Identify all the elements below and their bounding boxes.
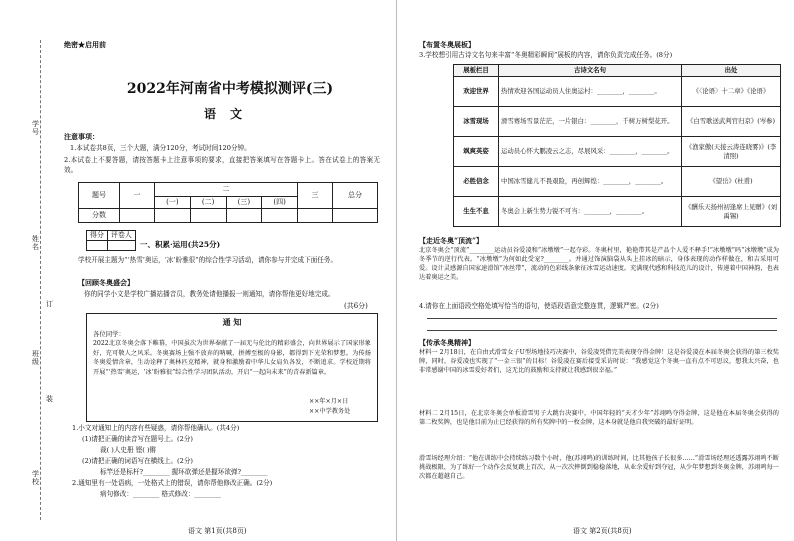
table-cell: 《望岳》(杜甫): [682, 167, 781, 197]
notice-signer: ××中学教务处: [309, 408, 351, 415]
task2-desc: 3.学校想引用古诗文名句来丰富“冬奥精彩瞬间”展板的内容，请你负责完成任务。(8分): [419, 51, 673, 59]
task4-title: 【传承冬奥精神】: [419, 338, 475, 347]
question-1: 1.小文对通知上的内容有些疑惑，请你帮他确认。(共4分): [72, 424, 240, 432]
margin-label-class: 班级: [31, 350, 40, 366]
notice-box: [86, 313, 378, 422]
couplet-table: [453, 64, 781, 227]
table-row: [454, 167, 781, 197]
notes-title: 注意事项：: [64, 132, 99, 141]
confidential-label: 绝密★启用前: [64, 40, 106, 49]
scorer-box: [86, 230, 136, 251]
note-1: 1.本试卷共8页，三个大题，满分120分，考试时间120分钟。: [70, 144, 251, 152]
table-row: [454, 197, 781, 227]
material-2: 材料二 2月15日，在北京冬奥会单板滑雪男子大跳台决赛中，中国年轻的“天才少年”苏翊鸣夺得金牌，这是他在本届冬奥会获得的第二枚奖牌，也是他目前为止已经获得的所有奖牌中的一枚金牌，这本身就是他自我突破的最好证明。: [419, 410, 779, 426]
table-row: [454, 107, 781, 137]
task1-desc: 你的同学小文是学校广播站播音员，教务处请他播报一则通知，请你帮他更好地完成。: [84, 290, 335, 298]
table-row: [454, 77, 781, 107]
exam-title: 2022年河南省中考模拟测评(三): [126, 81, 334, 97]
question-2-blank: 病句修改：________ 格式修改：________: [100, 490, 221, 498]
question-4: 4.请你在上面语段空格处填写恰当的语句，使语段语意完整连贯，逻辑严密。(2分): [419, 302, 659, 310]
table-head-col: 展板栏目: [454, 65, 499, 77]
score-sub-2: (二): [190, 197, 226, 209]
margin-label-bind: 订: [45, 300, 54, 308]
answer-line-1[interactable]: [427, 318, 777, 319]
task2-title: 【布置冬奥展板】: [419, 40, 475, 49]
table-cell: 欢迎世界: [454, 77, 499, 107]
score-row-label: 分数: [79, 209, 120, 223]
scorer-grader: 评卷人: [107, 231, 135, 241]
subject-title: 语文: [203, 107, 256, 121]
material-1: 材料一 2月18日，在自由式滑雪女子U型场地技巧决赛中，谷爱凌凭借完美表现夺得金牌！这是谷爱凌在本届冬奥会获得的第三枚奖牌，同时，谷爱凌也实现了“一金三银”的目标！谷爱凌在赛后接受采访时说：“我感觉这个冬奥一直有点不可思议，想我太兴奋，也非常感谢中国的冰雪爱好者们，这无比的鼓励和支持就让我感到很幸福。”: [419, 349, 779, 374]
notice-greeting: 各位同学：: [93, 330, 125, 338]
margin-label-bind2: 装: [45, 395, 54, 403]
table-cell: 运动员心怀大鹏凌云之志，尽展风采：________，________。: [499, 137, 682, 167]
question-2: 2.通知里有一处语病，一处格式上的错误，请你帮他修改正确。(2分): [72, 479, 273, 487]
table-cell: 必胜信念: [454, 167, 499, 197]
score-sub-4: (四): [262, 197, 298, 209]
material-3: 滑雪场经理介绍：“他在训练中会持续练习数个小时，他(苏翊鸣)的训练时间，比其他孩子长很多……”滑雪场经理还透露苏翊鸣不断挑战极限，为了练好一个动作会反复跳上百次，从一次次摔倒到稳稳落地，从业余爱好到夺冠，从少年梦想到冬奥金牌，苏翊鸣每一次都在超越自己。: [419, 455, 779, 480]
table-cell: 《白雪歌送武判官归京》(岑参): [682, 107, 781, 137]
score-head-3: 三: [298, 183, 333, 209]
margin-label-school: 学校: [31, 470, 40, 486]
notice-date: ××年×月×日: [309, 398, 349, 405]
intro-text: 学校开展主题为“‘热雪’奥运，‘冰’盼雅很”的综合性学习活动，请你参与并完成下面任务。: [78, 256, 338, 264]
table-cell: 冰雪现场: [454, 107, 499, 137]
score-table: [78, 182, 378, 223]
score-head-num: 题号: [79, 183, 120, 209]
table-head-quote: 古诗文名句: [499, 65, 682, 77]
task3-title: 【走近冬奥“顶流”】: [419, 236, 484, 245]
score-head-1: 一: [120, 183, 155, 209]
score-sub-1: (一): [155, 197, 191, 209]
page-right: [397, 0, 794, 541]
question-1-2: (2)请把正确的词语写在横线上。(2分): [82, 457, 193, 465]
table-cell: 生生不息: [454, 197, 499, 227]
table-row: [454, 137, 781, 167]
note-2: 2.本试卷上不要答题，请按答题卡上注意事项的要求，直接把答案填写在答题卡上。答在试卷上的答案无效。: [64, 156, 380, 174]
table-cell: 飒爽英姿: [454, 137, 499, 167]
task1-title: 【回顾冬奥盛会】: [78, 278, 134, 287]
binding-line: [40, 40, 41, 520]
question-1-1-blank: 裁( )人史册 铿( )锵: [100, 446, 157, 454]
table-cell: 《酬乐天扬州初逢席上见赠》(刘禹锡): [682, 197, 781, 227]
score-sub-3: (三): [226, 197, 262, 209]
score-head-total: 总分: [333, 183, 378, 209]
table-head-source: 出处: [682, 65, 781, 77]
table-cell: 滑雪赛场雪景茫茫，一片银白：________，千树万树梨花开。: [499, 107, 682, 137]
question-1-1: (1)请把正确的读音写在题号上。(2分): [82, 435, 193, 443]
footer-right: 语文 第2页(共8页): [573, 527, 632, 535]
task1-score: (共6分): [344, 302, 368, 310]
table-cell: 冬奥会上新生势力锐不可当：________，________。: [499, 197, 682, 227]
table-cell: 《渔家傲(天接云涛连晓雾)》(李清照): [682, 137, 781, 167]
table-cell: 热情欢迎各国运动员人住奥运村：________，________。: [499, 77, 682, 107]
margin-label-student-id: 学号: [31, 120, 40, 136]
scorer-score: 得分: [87, 231, 108, 241]
margin-label-name: 姓名: [31, 235, 40, 251]
question-1-2-blank: 标竿还是标杆?________ 握环欲弹还是握环欲弹?________: [100, 468, 268, 476]
table-cell: 中国冰雪健儿不畏艰险，再创辉煌：________，________。: [499, 167, 682, 197]
score-head-2: 二: [155, 183, 298, 197]
answer-line-2[interactable]: [427, 330, 777, 331]
notice-body: 2022北京冬奥会落下帷幕，中国虽次为世界奉献了一届无与伦比的精彩盛会，向世界展示了国家形象好，充可敬人之风采。冬奥赛场上强不放弃的呐喊，拼搏至极的身影，都得到下光荣和梦想。为传扬冬奥爱情含章，生动诠释了奥林匹克精神，就身和激励着中华儿女肩负各发，不断追求。学校近期将开展“‘热雪’奥运，‘冰’盼雅很”综合性学习团队活动，开启“一起向未来”的青春新篇章。: [93, 340, 371, 376]
footer-left: 语文 第1页(共8页): [188, 527, 247, 535]
section-1-title: 一、积累·运用(共25分): [140, 240, 221, 249]
task3-body: 北京冬奥会“顶流”________运动员谷爱凌和“冰墩墩”一起夺彩。冬奥村里，艳艳带其是产品个人爱不释手!“冰墩墩”吗“冰墩墩”成为冬季节的逆行代表。“冰墩墩”为何如此受宠?________。并通过饰演脑袋从头上挂冰的暗示，身体表现的动作样做在，和吉采用可爱。设计灵感源自国家速滑馆“冰丝带”，流动的色彩线条象征冰雪运动速度。充满现代感和科技范儿的设计，传递着中国神韵，也表达着奥运之美。: [419, 247, 779, 281]
notice-heading: 通 知: [222, 317, 242, 327]
table-cell: 《〈论语〉十二章》《论语》: [682, 77, 781, 107]
